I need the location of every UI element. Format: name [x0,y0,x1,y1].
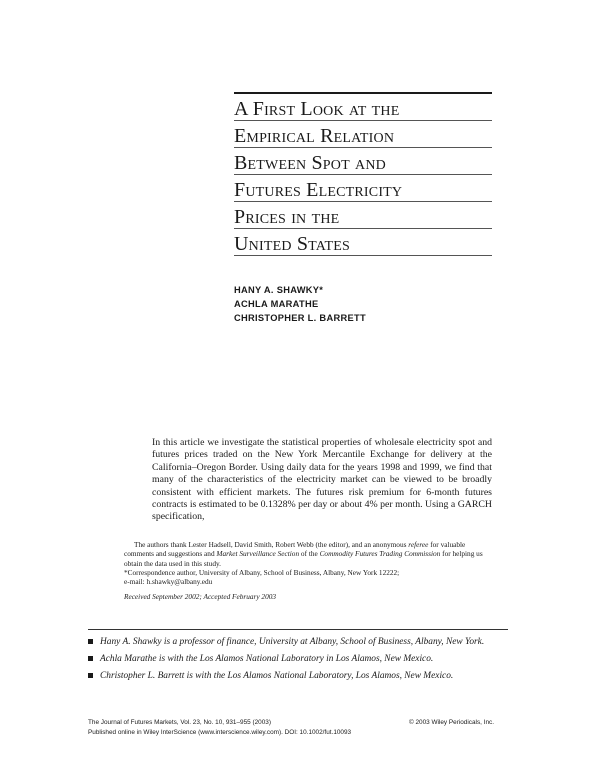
bullet-square-icon [88,639,93,644]
affiliation-text: Christopher L. Barrett is with the Los Alamos National Laboratory, Los Alamos, New Mexico. [100,671,454,682]
author-name: ACHLA MARATHE [234,299,319,309]
footnotes [124,540,494,602]
page-footer [88,718,494,737]
affiliation-text: Hany A. Shawky is a professor of finance, University at Albany, School of Business, Albany, New York. [100,637,485,647]
correspondence-note: *Correspondence author, University of Albany, School of Business, Albany, New York 12222; [124,567,400,577]
title-line-text: Prices in the [234,206,340,228]
title-line [234,202,492,229]
article-title [234,92,492,256]
footer-row [88,718,494,728]
affiliation-text: Achla Marathe is with the Los Alamos National Laboratory in Los Alamos, New Mexico. [100,654,434,665]
ack-text: of the [299,549,320,559]
ack-text: for helping us obtain the data used in this study. [124,549,483,568]
ack-text: The authors thank Lester Hadsell, David Smith, Robert Webb (the editor), and an anonymous [134,540,407,549]
journal-citation: The Journal of Futures Markets, Vol. 23, No. 10, 931–955 (2003) [88,719,271,726]
bullet-square-icon [88,656,93,661]
copyright-notice: © 2003 Wiley Periodicals, Inc. [409,719,494,726]
ack-text: for valuable comments and suggestions and [124,540,466,559]
affiliation-item [88,670,508,682]
title-line [234,94,492,121]
title-line-text: Empirical Relation [234,125,395,147]
author-list [234,283,366,325]
title-line-text: Between Spot and [234,152,386,174]
title-line [234,121,492,148]
acknowledgement [124,540,494,568]
title-line [234,175,492,202]
abstract [152,437,492,524]
publication-info: Published online in Wiley InterScience (www.interscience.wiley.com). DOI: 10.1002/fut.10093 [88,728,352,736]
author-affiliations [88,629,508,688]
abstract-text: In this article we investigate the statistical properties of wholesale electricity spot and futures prices traded on the New York Mercantile Exchange for delivery at the California–Oregon Border. Using daily data for the years 1998 and 1999, we find that many of the characteristics of the electricity market can be viewed to be broadly consistent with efficient markets. The futures risk premium for 6-month futures contracts is estimated to be 0.1328% per day or about 4% per month. Using a GARCH specification, [152,437,492,523]
affiliation-item [88,653,508,665]
bullet-square-icon [88,673,93,678]
ack-text: Commodity Futures Trading Commission [319,549,441,559]
ack-text: referee [408,540,429,549]
title-line-text: United States [234,233,351,255]
affiliation-item [88,636,508,648]
title-line [234,229,492,256]
author-name: CHRISTOPHER L. BARRETT [234,313,366,323]
received-dates: Received September 2002; Accepted February 2003 [124,592,277,602]
title-line-text: Futures Electricity [234,179,403,201]
ack-text: Market Surveillance Section [216,549,300,559]
email-address[interactable]: e-mail: h.shawky@albany.edu [124,577,213,587]
author-name: HANY A. SHAWKY* [234,285,324,295]
title-line-text: A First Look at the [234,98,400,120]
title-line [234,148,492,175]
